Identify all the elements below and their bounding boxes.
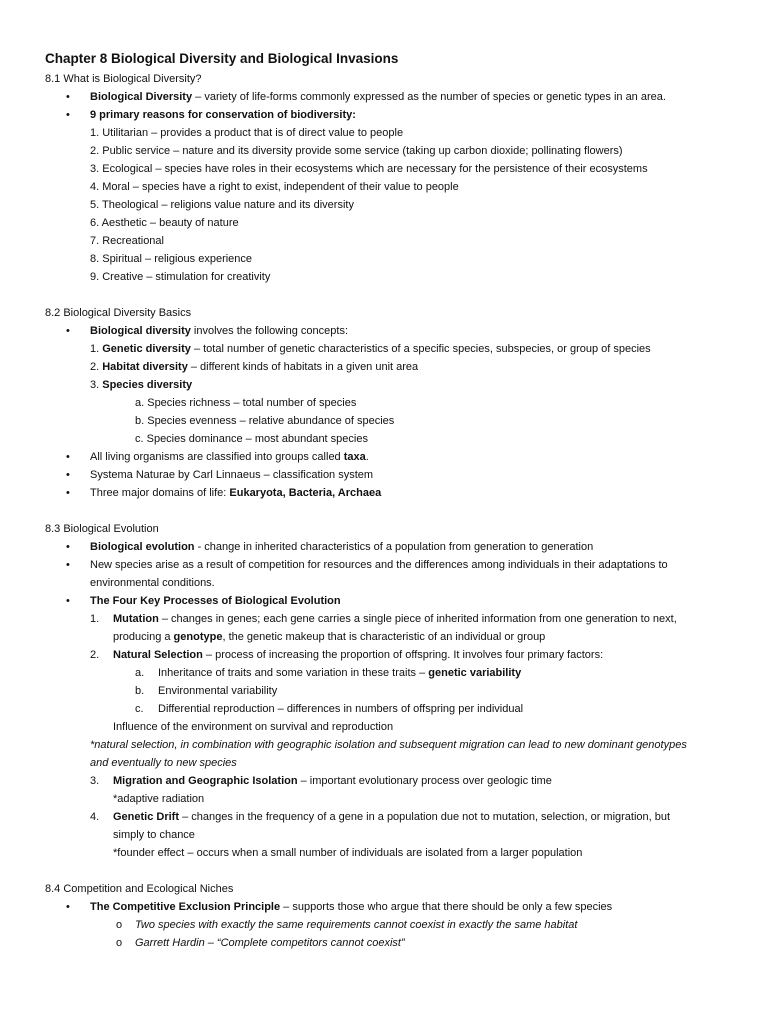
definition: – variety of life-forms commonly expressed as the number of species or genetic types in an area. — [192, 91, 666, 103]
section-heading: 8.3 Biological Evolution — [45, 523, 159, 535]
term: Biological Diversity — [90, 91, 193, 103]
text: *natural selection, in combination with geographic isolation and subsequent migration can lead to new dominant genotypes — [90, 739, 687, 751]
factor-item — [45, 682, 735, 700]
item-number: 4. — [90, 811, 100, 823]
process-continuation — [45, 628, 735, 646]
definition: – process of increasing the proportion of offspring. It involves four primary factors: — [202, 649, 604, 661]
term: genotype — [173, 631, 223, 643]
bullet-icon: • — [66, 595, 70, 607]
term: Natural Selection — [113, 649, 203, 661]
bullet-icon: • — [66, 559, 70, 571]
item-number: 1. — [90, 613, 100, 625]
text: Inheritance of traits and some variation in these traits – — [158, 667, 429, 679]
term: 9 primary reasons for conservation of biodiversity: — [90, 109, 356, 121]
term: Biological evolution — [90, 541, 195, 553]
term: Migration and Geographic Isolation — [113, 775, 298, 787]
bullet-icon: • — [66, 451, 70, 463]
bullet-icon: • — [66, 109, 70, 121]
text: Systema Naturae by Carl Linnaeus – classification system — [90, 469, 374, 481]
process-item — [45, 610, 735, 628]
item-number: 3. — [90, 775, 100, 787]
concept-item — [45, 358, 735, 376]
bullet-item — [45, 466, 735, 484]
item-letter: c. — [135, 703, 144, 715]
item-letter: b. — [135, 685, 145, 697]
reason-item: 3. Ecological – species have roles in their ecosystems which are necessary for the persistence of their ecosystems — [90, 163, 648, 175]
reason-item: 7. Recreational — [90, 235, 164, 247]
term: taxa — [343, 451, 366, 463]
bullet-icon: • — [66, 469, 70, 481]
bullet-item — [45, 448, 735, 466]
term: Species diversity — [102, 379, 193, 391]
process-continuation: simply to chance — [113, 829, 195, 841]
term: Biological diversity — [90, 325, 191, 337]
bullet-icon: • — [66, 901, 70, 913]
definition: – important evolutionary process over geologic time — [297, 775, 552, 787]
concept-item — [45, 376, 735, 394]
text: producing a — [113, 631, 174, 643]
term: Genetic Drift — [113, 811, 180, 823]
factor-item — [45, 664, 735, 682]
bullet-item — [45, 88, 735, 106]
text: All living organisms are classified into groups called — [90, 451, 344, 463]
definition: involves the following concepts: — [190, 325, 349, 337]
term: The Four Key Processes of Biological Evolution — [90, 595, 341, 607]
process-note: Influence of the environment on survival and reproduction — [113, 721, 394, 733]
text: , the genetic makeup that is characteristic of an individual or group — [222, 631, 546, 643]
text: . — [365, 451, 369, 463]
sub-item: b. Species evenness – relative abundance of species — [135, 415, 395, 427]
bullet-item — [45, 556, 735, 592]
bullet-item — [45, 322, 735, 340]
bullet-item — [45, 898, 735, 916]
item-number: 3. — [90, 379, 103, 391]
reason-item: 4. Moral – species have a right to exist, independent of their value to people — [90, 181, 459, 193]
section-8-2 — [45, 304, 735, 502]
chapter-title: Chapter 8 Biological Diversity and Biological Invasions — [45, 51, 399, 66]
sub-item: c. Species dominance – most abundant species — [135, 433, 368, 445]
document-page — [45, 48, 735, 952]
item-number: 2. — [90, 649, 100, 661]
section-heading: 8.1 What is Biological Diversity? — [45, 73, 202, 85]
process-item — [45, 646, 735, 664]
section-8-1 — [45, 70, 735, 286]
definition: – changes in genes; each gene carries a single piece of inherited information from one generation to next, — [158, 613, 677, 625]
text: Three major domains of life: — [90, 487, 230, 499]
process-note: *founder effect – occurs when a small number of individuals are isolated from a larger population — [113, 847, 583, 859]
process-item — [45, 808, 735, 826]
section-8-4 — [45, 880, 735, 952]
text: Differential reproduction – differences in numbers of offspring per individual — [158, 703, 524, 715]
section-heading: 8.2 Biological Diversity Basics — [45, 307, 192, 319]
bullet-icon: • — [66, 541, 70, 553]
bullet-icon: • — [66, 325, 70, 337]
circle-bullet-icon: o — [116, 919, 123, 931]
definition: – different kinds of habitats in a given unit area — [187, 361, 419, 373]
definition: - change in inherited characteristics of a population from generation to generation — [194, 541, 594, 553]
bullet-item — [45, 484, 735, 502]
bullet-item — [45, 592, 735, 610]
reason-item: 6. Aesthetic – beauty of nature — [90, 217, 239, 229]
bullet-item — [45, 106, 735, 124]
spacer — [45, 502, 735, 520]
text: environmental conditions. — [90, 577, 215, 589]
section-heading: 8.4 Competition and Ecological Niches — [45, 883, 234, 895]
text: Environmental variability — [158, 685, 278, 697]
definition: – supports those who argue that there should be only a few species — [280, 901, 613, 913]
term: The Competitive Exclusion Principle — [90, 901, 281, 913]
reason-item: 5. Theological – religions value nature and its diversity — [90, 199, 354, 211]
process-note: *adaptive radiation — [113, 793, 205, 805]
term: Eukaryota, Bacteria, Archaea — [229, 487, 382, 499]
definition: – changes in the frequency of a gene in a population due not to mutation, selection, or migration, but — [179, 811, 671, 823]
item-number: 2. — [90, 361, 103, 373]
reason-item: 1. Utilitarian – provides a product that is of direct value to people — [90, 127, 404, 139]
circle-bullet-icon: o — [116, 937, 123, 949]
sub-item: a. Species richness – total number of species — [135, 397, 357, 409]
bullet-item — [45, 538, 735, 556]
definition: – total number of genetic characteristics of a specific species, subspecies, or group of species — [190, 343, 651, 355]
concept-item — [45, 340, 735, 358]
spacer — [45, 286, 735, 304]
bullet-icon: • — [66, 91, 70, 103]
reason-item: 9. Creative – stimulation for creativity — [90, 271, 271, 283]
term: Genetic diversity — [102, 343, 191, 355]
text: Garrett Hardin – “Complete competitors cannot coexist” — [135, 937, 405, 949]
term: Mutation — [113, 613, 159, 625]
spacer — [45, 862, 735, 880]
section-8-3 — [45, 520, 735, 862]
bullet-icon: • — [66, 487, 70, 499]
term: genetic variability — [428, 667, 522, 679]
sub-bullet-item — [45, 934, 735, 952]
factor-item — [45, 700, 735, 718]
sub-bullet-item — [45, 916, 735, 934]
text: and eventually to new species — [90, 757, 237, 769]
text: New species arise as a result of competition for resources and the differences among individuals in their adaptations to — [90, 559, 668, 571]
italic-note — [45, 736, 735, 772]
item-number: 1. — [90, 343, 103, 355]
reason-item: 8. Spiritual – religious experience — [90, 253, 253, 265]
process-item — [45, 772, 735, 790]
text: Two species with exactly the same requirements cannot coexist in exactly the same habitat — [135, 919, 578, 931]
reason-item: 2. Public service – nature and its diversity provide some service (taking up carbon dioxide; pollinating flowers) — [90, 145, 623, 157]
term: Habitat diversity — [102, 361, 188, 373]
item-letter: a. — [135, 667, 145, 679]
